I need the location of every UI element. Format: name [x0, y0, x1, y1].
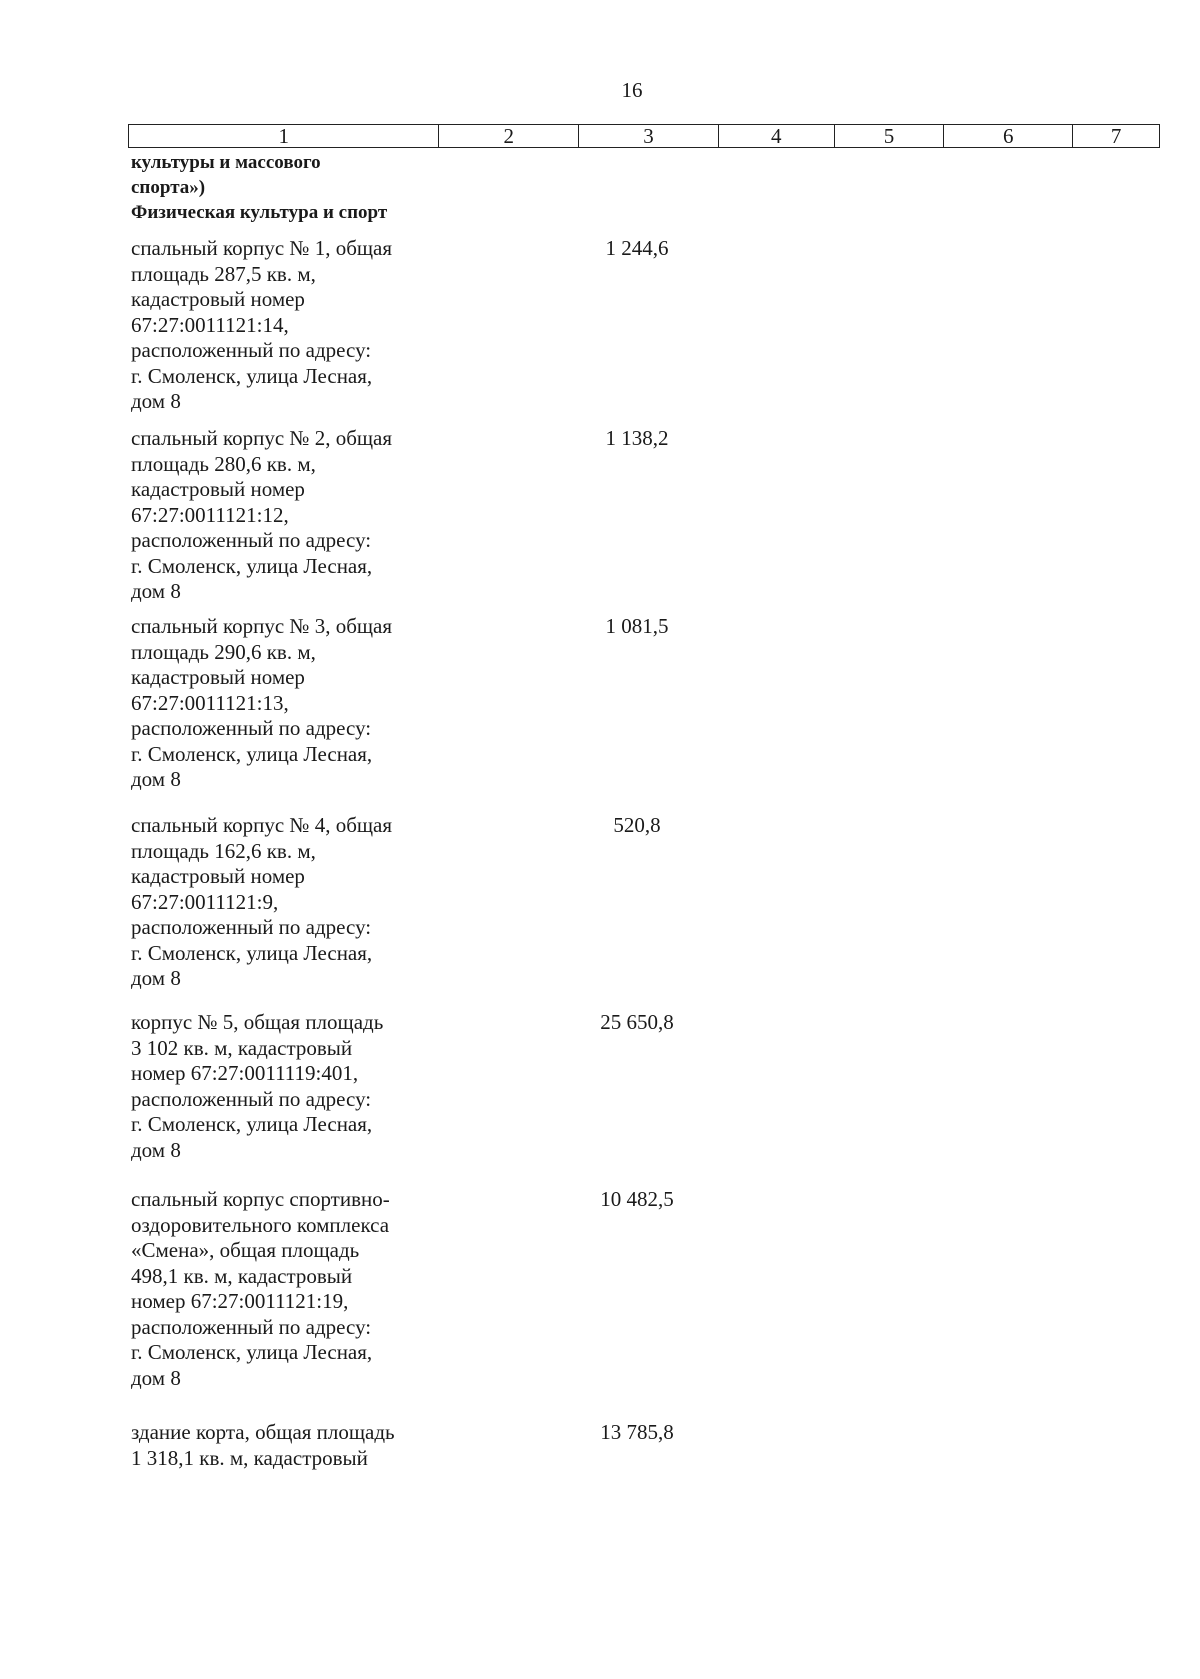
- table-row: [131, 236, 669, 415]
- column-header-7: 7: [1110, 124, 1122, 148]
- entry-description: спальный корпус № 4, общая площадь 162,6 кв. м, кадастровый номер 67:27:0011121:9, расположенный по адресу: г. Смоленск, улица Лесная, дом 8: [131, 813, 393, 990]
- entry-value: 13 785,8: [600, 1420, 674, 1444]
- entry-value: 10 482,5: [600, 1187, 674, 1211]
- entry-value: 1 138,2: [605, 426, 669, 450]
- entry-value: 25 650,8: [600, 1010, 674, 1034]
- column-header-3: 3: [579, 125, 719, 147]
- continuation-heading: культуры и массового спорта»): [131, 152, 321, 198]
- table-row: [131, 1010, 674, 1163]
- column-header-5: 5: [835, 125, 945, 147]
- entry-description: корпус № 5, общая площадь 3 102 кв. м, кадастровый номер 67:27:0011119:401, расположенный по адресу: г. Смоленск, улица Лесная, дом 8: [131, 1010, 384, 1162]
- table-header-row: [128, 124, 1160, 148]
- section-title: Физическая культура и спорт: [131, 202, 388, 223]
- column-header-6: 6: [944, 125, 1073, 147]
- entry-value: 520,8: [613, 813, 661, 837]
- entry-description: спальный корпус № 2, общая площадь 280,6 кв. м, кадастровый номер 67:27:0011121:12, расположенный по адресу: г. Смоленск, улица Лесная, дом 8: [131, 426, 393, 603]
- entry-value: 1 244,6: [605, 236, 669, 260]
- column-header-4: 4: [719, 125, 835, 147]
- entry-description: здание корта, общая площадь 1 318,1 кв. м, кадастровый: [131, 1420, 395, 1470]
- table-row: [131, 614, 669, 793]
- entry-description: спальный корпус спортивно- оздоровительного комплекса «Смена», общая площадь 498,1 кв. м, кадастровый номер 67:27:0011121:19, расположенный по адресу: г. Смоленск, улица Лесная, дом 8: [131, 1187, 390, 1390]
- entry-value: 1 081,5: [605, 614, 669, 638]
- entry-description: спальный корпус № 1, общая площадь 287,5 кв. м, кадастровый номер 67:27:0011121:14, расположенный по адресу: г. Смоленск, улица Лесная, дом 8: [131, 236, 393, 413]
- table-row: [131, 426, 669, 605]
- table-row: [131, 1187, 674, 1391]
- page-number: 16: [621, 78, 643, 102]
- column-header-2: 2: [439, 125, 579, 147]
- table-row: [131, 1420, 674, 1471]
- column-header-1: 1: [129, 125, 439, 147]
- entry-description: спальный корпус № 3, общая площадь 290,6 кв. м, кадастровый номер 67:27:0011121:13, расположенный по адресу: г. Смоленск, улица Лесная, дом 8: [131, 614, 393, 791]
- table-row: [131, 813, 661, 992]
